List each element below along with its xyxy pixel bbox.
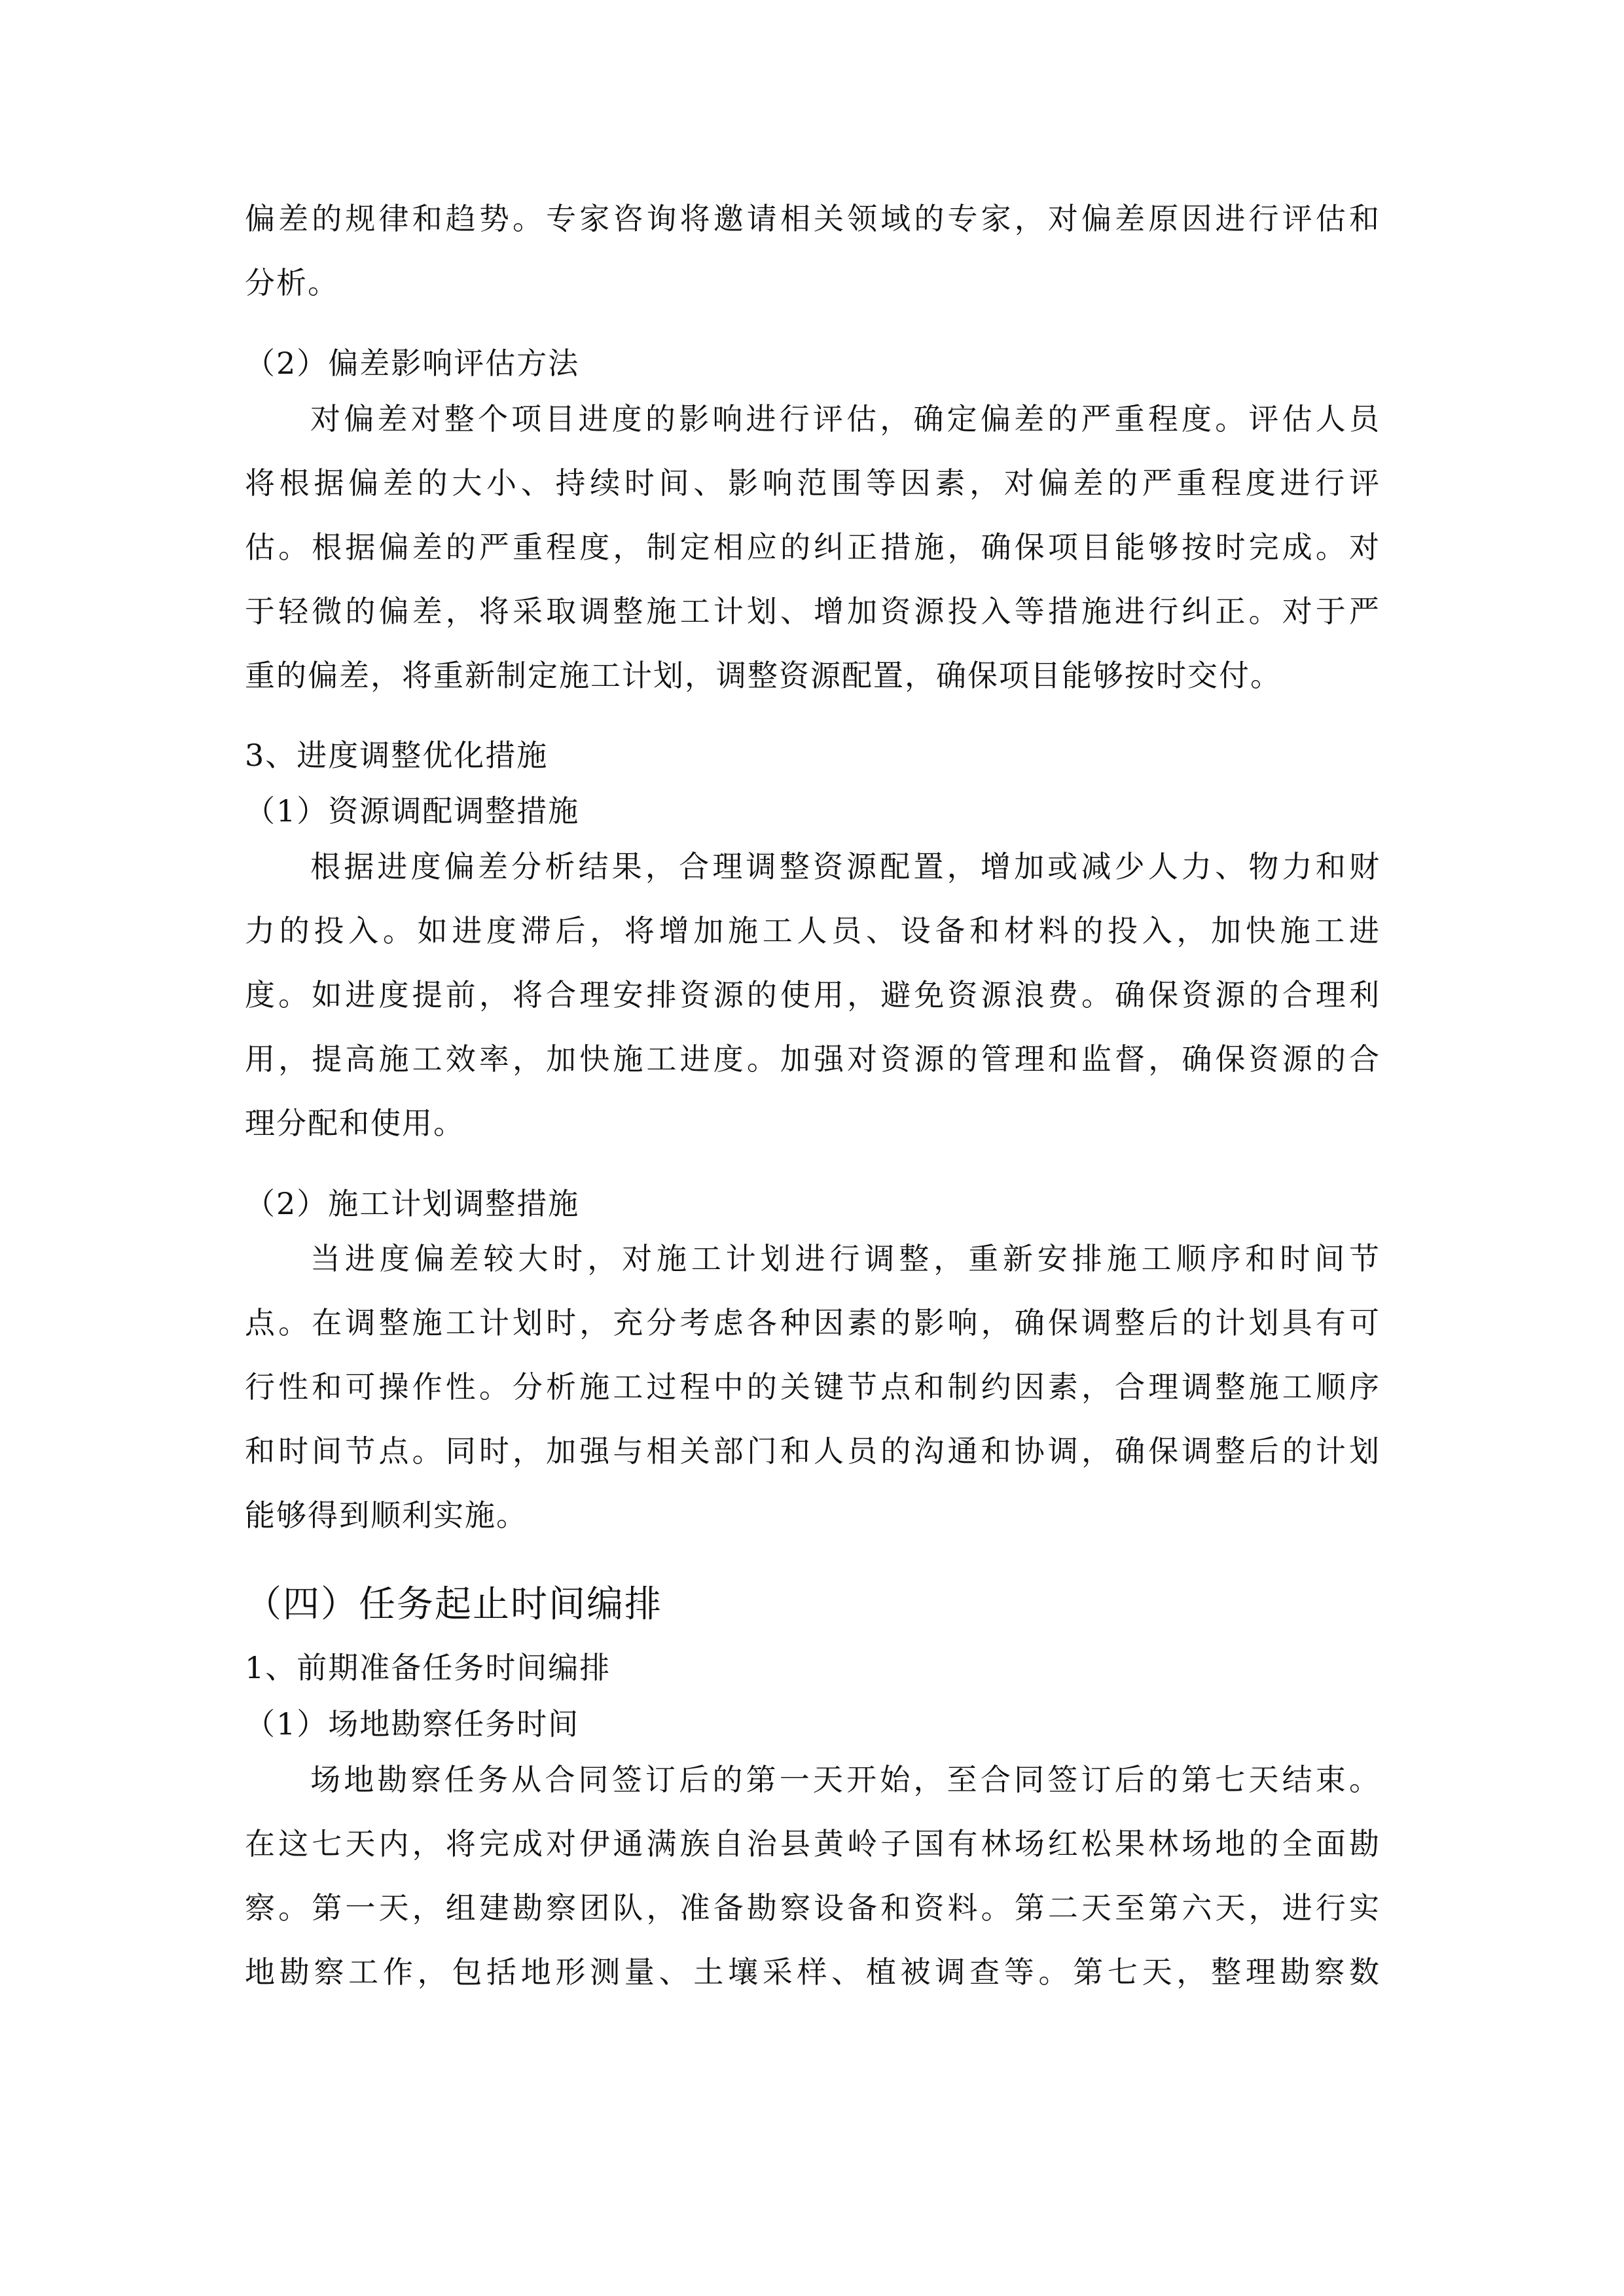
- subheading-plan-adjustment: （2）施工计划调整措施: [245, 1186, 580, 1221]
- body-line: 于轻微的偏差，将采取调整施工计划、增加资源投入等措施进行纠正。对于严: [245, 594, 1379, 629]
- subheading-deviation-impact: （2）偏差影响评估方法: [245, 346, 580, 381]
- body-line: 偏差的规律和趋势。专家咨询将邀请相关领域的专家，对偏差原因进行评估和: [245, 201, 1379, 236]
- section-heading-preparation: 1、前期准备任务时间编排: [245, 1650, 611, 1685]
- subheading-site-survey: （1）场地勘察任务时间: [245, 1706, 580, 1742]
- body-line: 能够得到顺利实施。: [245, 1498, 528, 1533]
- body-line: 度。如进度提前，将合理安排资源的使用，避免资源浪费。确保资源的合理利: [245, 977, 1379, 1013]
- body-line: 估。根据偏差的严重程度，制定相应的纠正措施，确保项目能够按时完成。对: [245, 529, 1379, 565]
- body-line: 场地勘察任务从合同签订后的第一天开始，至合同签订后的第七天结束。: [310, 1762, 1379, 1797]
- body-line: 察。第一天，组建勘察团队，准备勘察设备和资料。第二天至第六天，进行实: [245, 1890, 1379, 1926]
- body-line: 在这七天内，将完成对伊通满族自治县黄岭子国有林场红松果林场地的全面勘: [245, 1826, 1379, 1861]
- body-line: 当进度偏差较大时，对施工计划进行调整，重新安排施工顺序和时间节: [310, 1241, 1379, 1276]
- subheading-resource-allocation: （1）资源调配调整措施: [245, 793, 580, 829]
- body-line: 点。在调整施工计划时，充分考虑各种因素的影响，确保调整后的计划具有可: [245, 1305, 1379, 1340]
- body-line: 地勘察工作，包括地形测量、土壤采样、植被调查等。第七天，整理勘察数: [245, 1954, 1379, 1990]
- body-line: 将根据偏差的大小、持续时间、影响范围等因素，对偏差的严重程度进行评: [245, 465, 1379, 501]
- chapter-heading-task-schedule: （四）任务起止时间编排: [245, 1583, 662, 1626]
- body-line: 和时间节点。同时，加强与相关部门和人员的沟通和协调，确保调整后的计划: [245, 1433, 1379, 1469]
- body-line: 用，提高施工效率，加快施工进度。加强对资源的管理和监督，确保资源的合: [245, 1041, 1379, 1077]
- body-line: 行性和可操作性。分析施工过程中的关键节点和制约因素，合理调整施工顺序: [245, 1369, 1379, 1405]
- body-line: 分析。: [245, 265, 339, 300]
- body-line: 对偏差对整个项目进度的影响进行评估，确定偏差的严重程度。评估人员: [310, 401, 1379, 437]
- body-line: 重的偏差，将重新制定施工计划，调整资源配置，确保项目能够按时交付。: [245, 658, 1282, 693]
- section-heading-schedule-adjustment: 3、进度调整优化措施: [245, 738, 549, 773]
- body-line: 力的投入。如进度滞后，将增加施工人员、设备和材料的投入，加快施工进: [245, 913, 1379, 948]
- body-line: 根据进度偏差分析结果，合理调整资源配置，增加或减少人力、物力和财: [310, 849, 1379, 884]
- body-line: 理分配和使用。: [245, 1105, 465, 1141]
